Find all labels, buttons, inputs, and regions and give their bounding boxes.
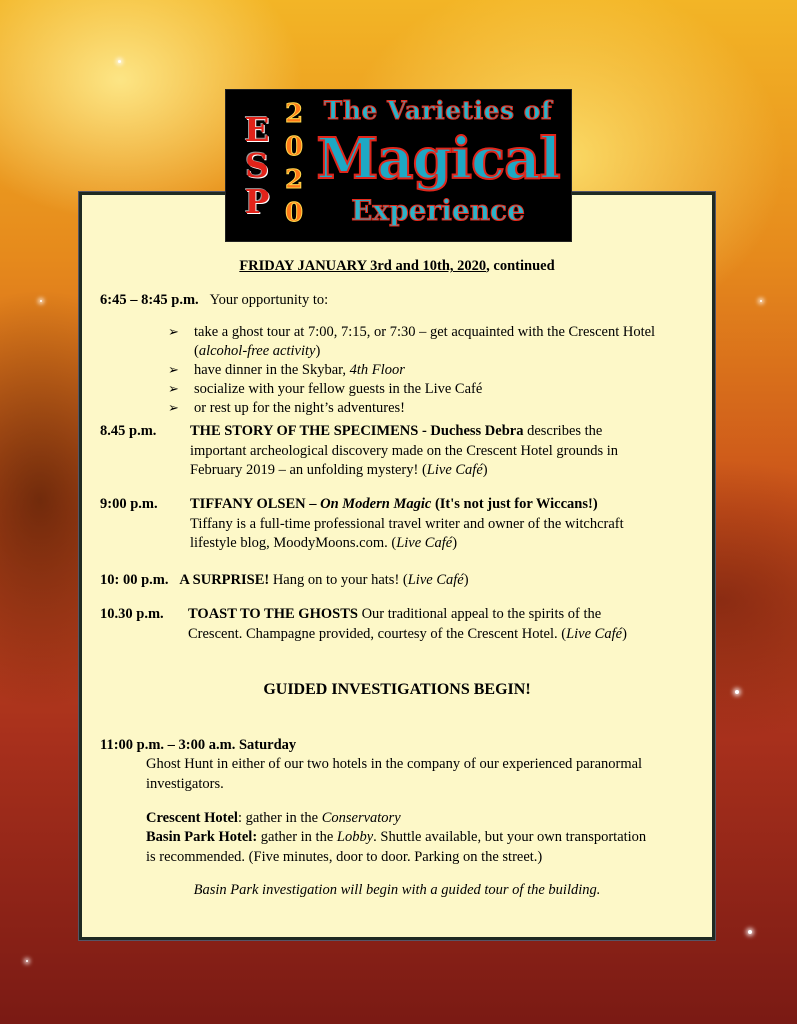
star-sparkle — [40, 300, 42, 302]
opening-intro: Your opportunity to: — [209, 292, 329, 308]
logo-title-line1: The Varieties of — [323, 96, 553, 125]
bullet-item: ➢ or rest up for the night’s adventures! — [168, 399, 688, 418]
event-description: TIFFANY OLSEN – On Modern Magic (It's not just for Wiccans!) Tiffany is a full-time professional travel writer and owner of the witchcraft lifestyle blog, MoodyMoons.com. (Live Café) — [190, 496, 624, 551]
event-title: A SURPRISE! — [179, 572, 270, 588]
crescent-hotel-line: Crescent Hotel: gather in the Conservatory — [146, 810, 401, 826]
basin-park-note: Basin Park investigation will begin with a guided tour of the building. — [193, 882, 601, 898]
star-sparkle — [748, 930, 752, 934]
star-sparkle — [760, 300, 762, 302]
year-digits: 2 0 2 0 — [284, 99, 304, 228]
continued-label: , continued — [486, 258, 555, 274]
event-description: THE STORY OF THE SPECIMENS - Duchess Debra describes the important archeological discovery made on the Crescent Hotel grounds in February 2019 – an unfolding mystery! (Live Café) — [190, 423, 619, 478]
event-time: 8.45 p.m. — [100, 423, 157, 439]
event-title: TOAST TO THE GHOSTS — [188, 606, 358, 622]
event-logo — [225, 89, 572, 242]
schedule-heading — [82, 258, 712, 275]
crescent-hotel-label: Crescent Hotel — [146, 810, 238, 826]
event-title: TIFFANY OLSEN – On Modern Magic (It's not just for Wiccans!) — [190, 496, 598, 512]
event-time: 10: 00 p.m. — [100, 572, 169, 588]
opening-line — [100, 291, 328, 311]
opening-bullet-list — [168, 323, 688, 418]
basin-park-line: Basin Park Hotel: gather in the Lobby. Shuttle available, but your own transportation is recommended. (Five minutes, door to door. Parking on the street.) — [146, 829, 647, 865]
crescent-place: Conservatory — [321, 810, 401, 826]
basin-place: Lobby — [336, 829, 374, 845]
star-sparkle — [118, 60, 121, 63]
esp-letters: E S P — [244, 110, 270, 221]
venue-label: Live Café — [407, 572, 464, 588]
event-line: 10: 00 p.m. A SURPRISE! Hang on to your hats! (Live Café) — [100, 572, 469, 588]
venue-label: Live Café — [396, 535, 453, 551]
schedule-panel — [79, 192, 715, 940]
bullet-item: ➢ socialize with your fellow guests in the Live Café — [168, 380, 688, 399]
date-heading: FRIDAY JANUARY 3rd and 10th, 2020 — [239, 258, 487, 274]
star-sparkle — [735, 690, 739, 694]
investigations-heading: GUIDED INVESTIGATIONS BEGIN! — [263, 681, 531, 698]
event-time: 10.30 p.m. — [100, 606, 164, 622]
investigations-time: 11:00 p.m. – 3:00 a.m. Saturday — [100, 737, 297, 753]
bullet-item: ➢ take a ghost tour at 7:00, 7:15, or 7:30 – get acquainted with the Crescent Hotel (alcohol-free activity) — [168, 323, 688, 361]
logo-title-line2: Magical — [316, 126, 560, 192]
schedule-content — [82, 195, 712, 937]
event-title: THE STORY OF THE SPECIMENS - Duchess Debra — [190, 423, 524, 439]
investigations-description: Ghost Hunt in either of our two hotels in the company of our experienced paranormal investigators. — [146, 756, 643, 792]
venue-label: Live Café — [566, 625, 623, 642]
star-sparkle — [26, 960, 28, 962]
basin-park-label: Basin Park Hotel: — [146, 829, 258, 845]
bullet-item: ➢ have dinner in the Skybar, 4th Floor — [168, 361, 688, 380]
venue-label: Live Café — [426, 462, 483, 478]
event-description: TOAST TO THE GHOSTS Our traditional appeal to the spirits of the Crescent. Champagne provided, courtesy of the Crescent Hotel. (Live Café) — [188, 606, 627, 642]
logo-title-line3: Experience — [351, 194, 525, 227]
opening-time: 6:45 – 8:45 p.m. — [100, 292, 199, 308]
event-time: 9:00 p.m. — [100, 496, 158, 512]
